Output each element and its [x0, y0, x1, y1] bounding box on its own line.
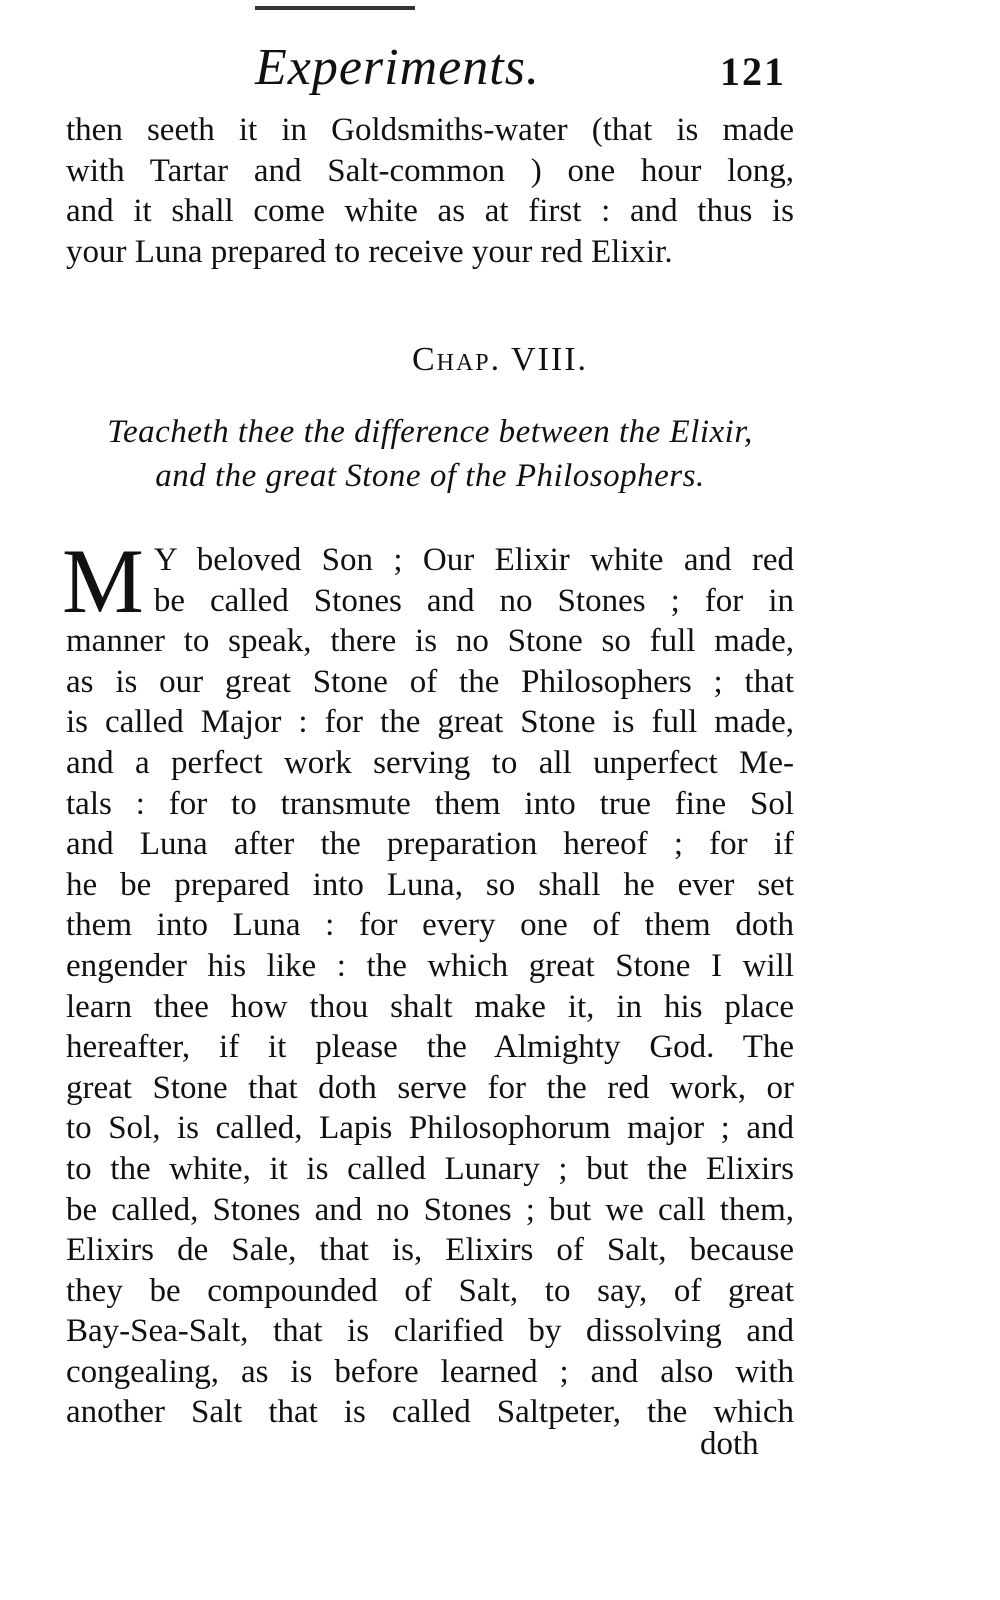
subtitle-line: Teacheth thee the difference between the Elixir, [107, 414, 753, 450]
text-line: then seeth it in Goldsmiths-water (that is made [66, 112, 794, 148]
running-head [0, 38, 1000, 98]
text-line: with Tartar and Salt-common ) one hour long, [66, 152, 794, 189]
text-line: engender his like : the which great Stone I will [66, 947, 794, 984]
text-line: and Luna after the preparation hereof ; for if [66, 826, 794, 863]
text-line: Elixirs de Sale, that is, Elixirs of Salt, because [66, 1232, 794, 1269]
text-line: as is our great Stone of the Philosophers ; that [66, 663, 794, 700]
text-line: hereafter, if it please the Almighty God. The [66, 1029, 794, 1066]
body-paragraph [62, 530, 794, 1433]
text-line: great Stone that doth serve for the red work, or [66, 1069, 794, 1106]
chapter-subtitle [60, 410, 800, 498]
page-number: 121 [720, 49, 786, 94]
text-line: be called Stones and no Stones ; for in [153, 582, 794, 619]
text-line: and a perfect work serving to all unperfect Me- [66, 744, 794, 781]
text-line: Y beloved Son ; Our Elixir white and red [153, 542, 794, 578]
text-line: learn thee how thou shalt make it, in his place [66, 988, 794, 1025]
text-line: them into Luna : for every one of them doth [66, 907, 794, 944]
text-line: and it shall come white as at first : and thus is [66, 193, 794, 230]
text-line: another Salt that is called Saltpeter, the which [66, 1394, 794, 1431]
text-line: manner to speak, there is no Stone so full made, [66, 623, 794, 660]
text-line: tals : for to transmute them into true fine Sol [66, 785, 794, 822]
text-line: your Luna prepared to receive your red Elixir. [66, 233, 673, 270]
text-line: Bay-Sea-Salt, that is clarified by dissolving and [66, 1313, 794, 1350]
running-title: Experiments. [255, 39, 540, 96]
text-line: they be compounded of Salt, to say, of great [66, 1272, 794, 1309]
chapter-heading-text: Chap. VIII. [411, 341, 589, 378]
text-line: to Sol, is called, Lapis Philosophorum major ; and [66, 1110, 794, 1147]
text-line: he be prepared into Luna, so shall he ever set [66, 866, 794, 903]
text-line: to the white, it is called Lunary ; but the Elixirs [66, 1150, 794, 1187]
catchword: doth [700, 1426, 759, 1462]
text-line: be called, Stones and no Stones ; but we call them, [66, 1191, 794, 1228]
text-line: congealing, as is before learned ; and also with [66, 1353, 794, 1390]
subtitle-line: and the great Stone of the Philosophers. [155, 458, 705, 494]
drop-cap: M [62, 530, 144, 632]
chapter-heading [0, 340, 1000, 380]
text-line: is called Major : for the great Stone is full made, [66, 704, 794, 741]
top-rule [255, 6, 415, 10]
continuation-paragraph [66, 110, 794, 272]
